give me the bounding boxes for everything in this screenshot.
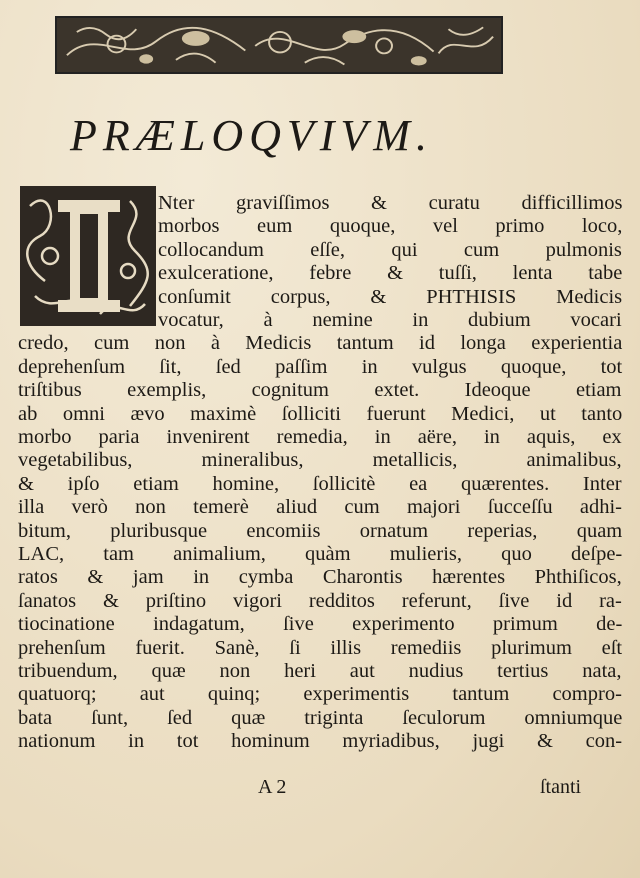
text-line: nationum in tot hominum myriadibus, jugi & con- [18,730,623,753]
text-line: tiocinatione indagatum, ſive experimento primum de- [18,613,623,636]
text-line: Nter graviſſimos & curatu difficillimos [158,192,623,214]
text-line: morbo paria invenirent remedia, in aëre, in aquis, ex [18,426,622,448]
text-line: bata ſunt, ſed quæ triginta ſeculorum omniumque [18,706,623,729]
text-line: prehenſum fuerit. Sanè, ſi illis remediis plurimum eſt [18,636,623,659]
text-line: tribuendum, quæ non heri aut nudius tertius nata, [18,660,622,682]
text-line: vocatur, à nemine in dubium vocari [158,309,622,331]
text-line: deprehenſum ſit, ſed paſſim in vulgus quoque, tot [18,355,623,378]
text-line: credo, cum non à Medicis tantum id longa experientia [18,332,623,355]
text-line: conſumit corpus, & PHTHISIS Medicis [158,285,623,308]
text-line: & ipſo etiam homine, ſollicitè ea quærentes. Inter [18,472,622,495]
text-line: LAC, tam animalium, quàm mulieris, quo deſpe- [18,543,623,565]
text-line: triſtibus exemplis, cognitum extet. Ideoque etiam [18,379,622,402]
text-line: exulceratione, febre & tuſſi, lenta tabe [158,262,623,285]
page-title: PRÆLOQVIVM. [70,111,433,160]
text-line: vegetabilibus, mineralibus, metallicis, animalibus, [18,449,622,472]
catchword: ſtanti [540,776,582,798]
text-line: bitum, pluribusque encomiis ornatum reperias, quam [18,519,623,542]
text-line: morbos eum quoque, vel primo loco, [158,215,623,238]
text-line: ratos & jam in cymba Charontis hærentes Phthiſicos, [18,566,622,589]
decorated-initial [20,186,156,326]
text-line: quatuorq; aut quinq; experimentis tantum compro- [18,683,622,706]
text-line: collocandum eſſe, qui cum pulmonis [158,238,622,261]
text-line: illa verò non temerè aliud cum majori ſucceſſu adhi- [18,496,622,519]
text-line: ab omni ævo maximè ſolliciti fuerunt Medici, ut tanto [18,402,623,425]
text-line: ſanatos & priſtino vigori redditos referunt, ſive id ra- [18,589,622,612]
ornamental-headpiece [55,16,503,74]
signature-mark: A 2 [258,776,287,798]
